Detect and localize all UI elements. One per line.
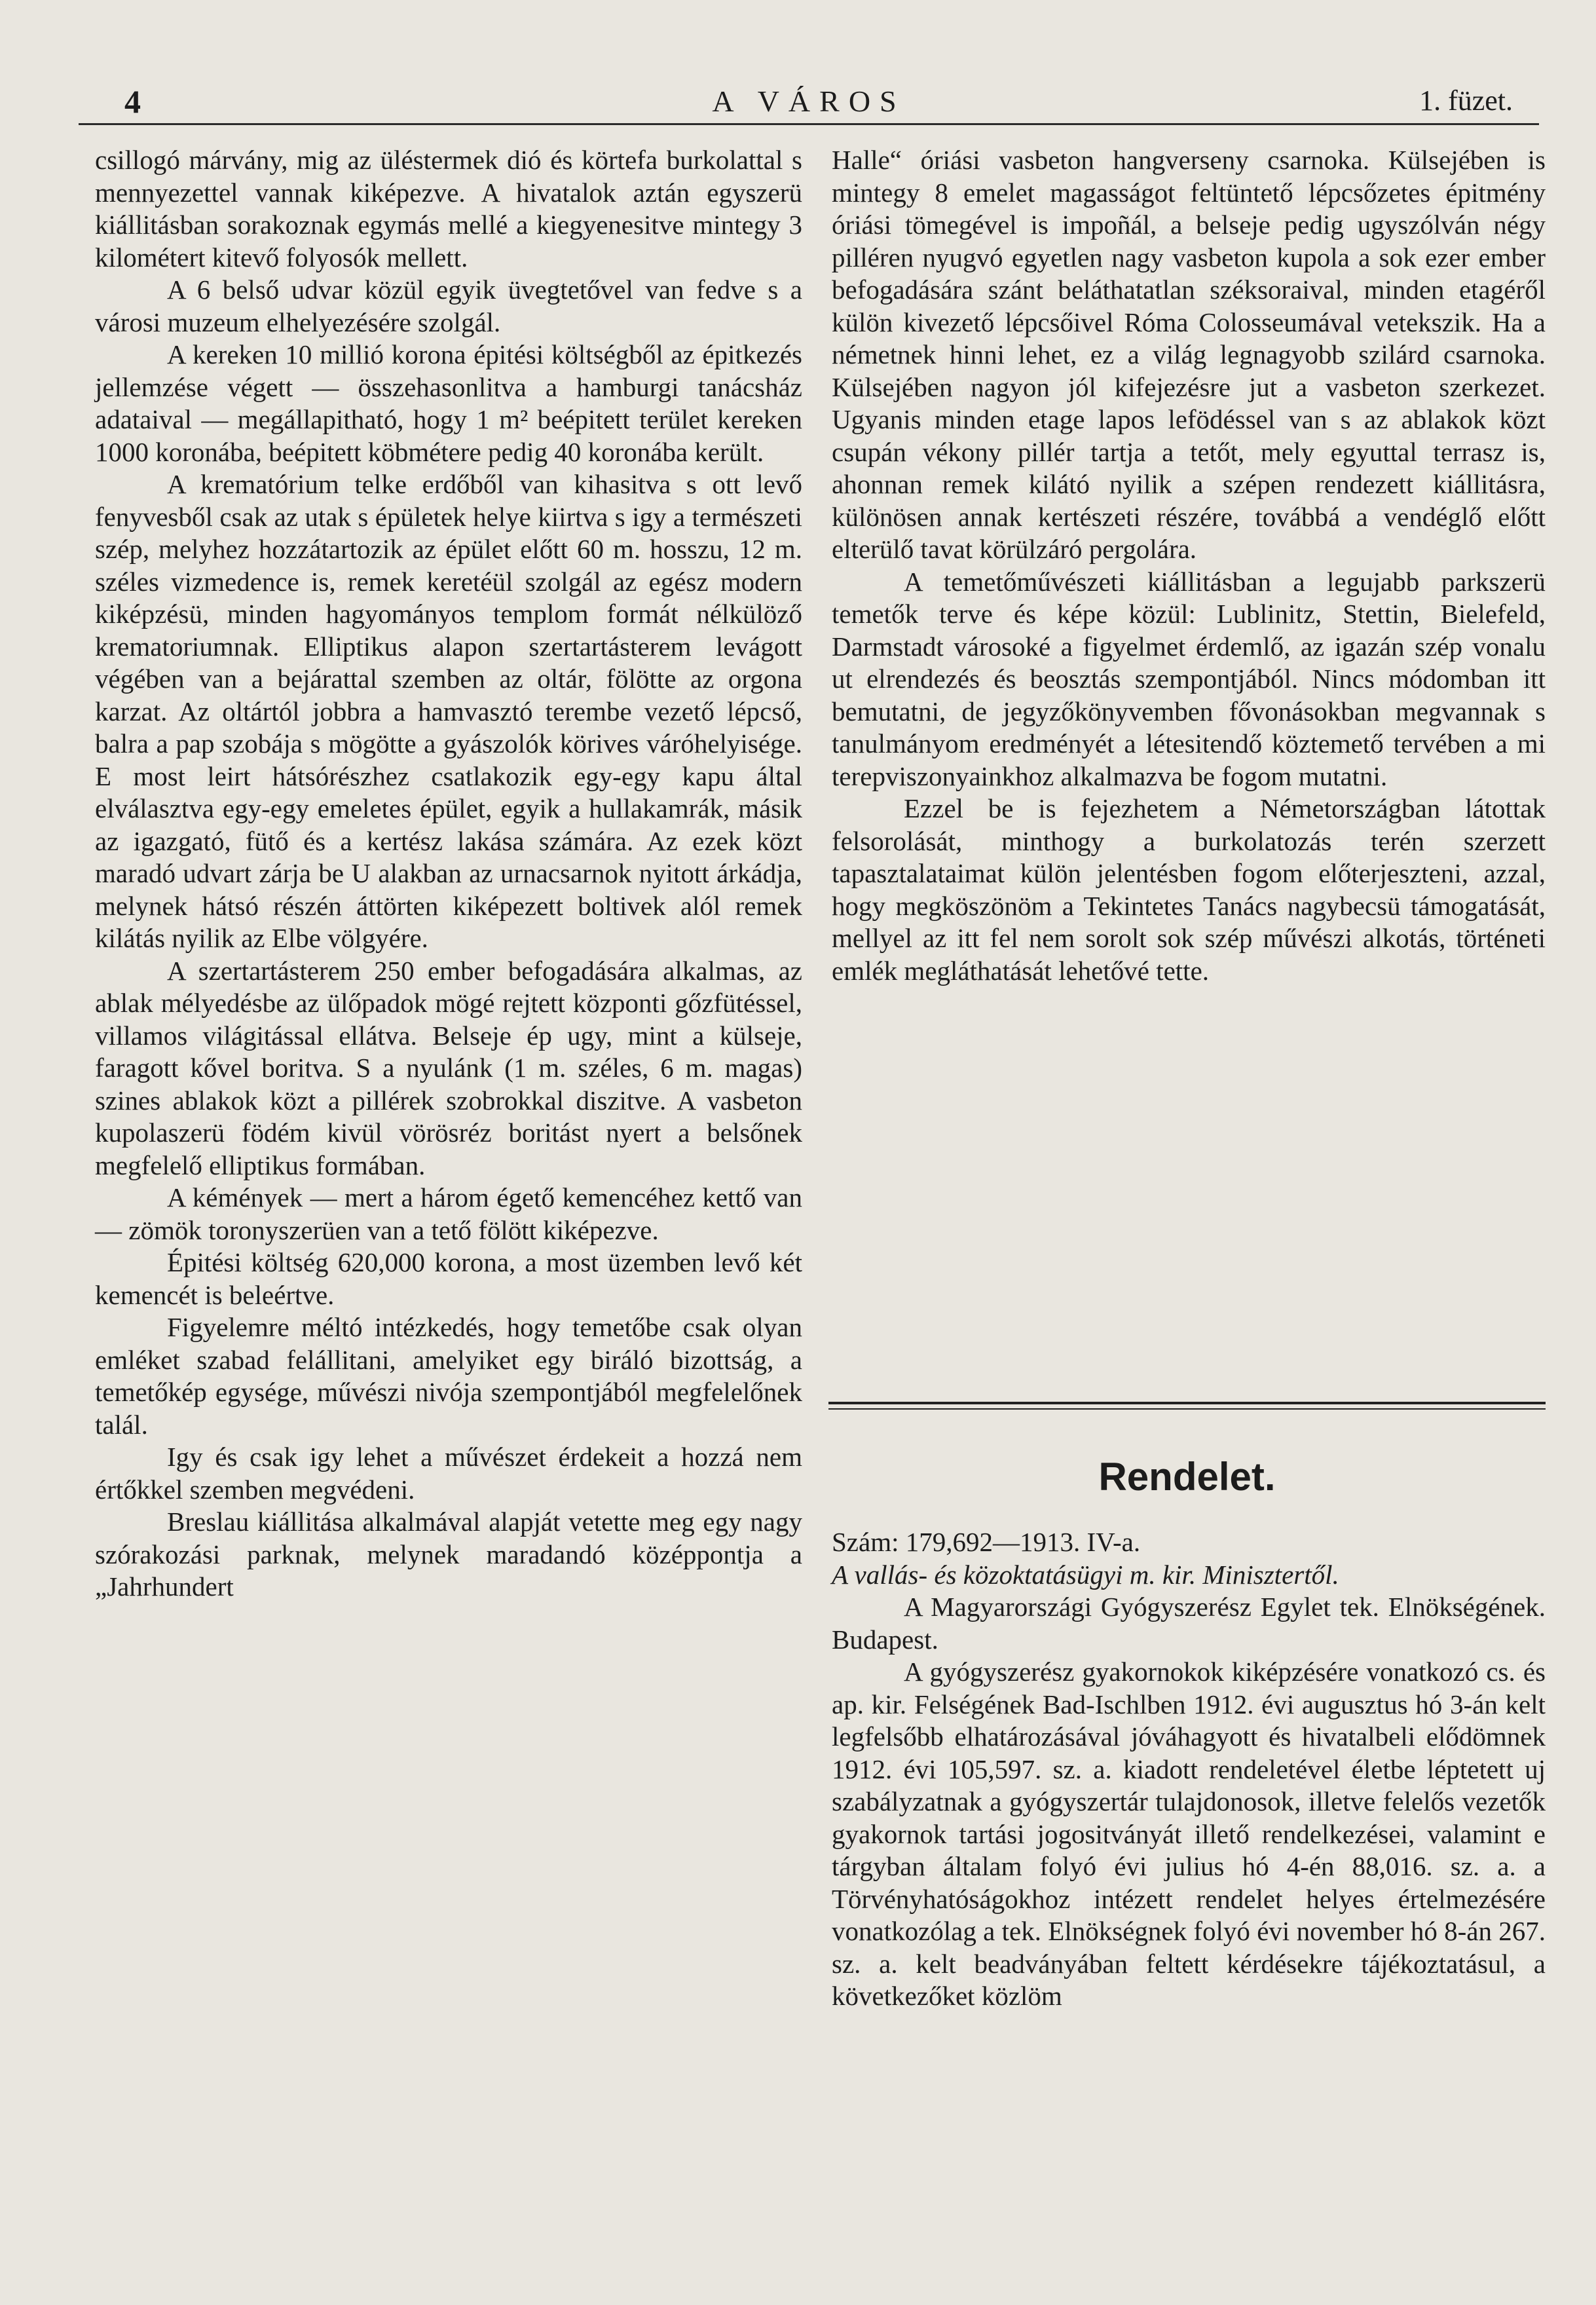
paragraph: A kereken 10 millió korona épitési költségből az épitkezés jellemzése végett — összehasonlitva a hamburgi tanácsház adataival — megállapitható, hogy 1 m² beépitett terület kereken 1000 koronába, beépitett köbmétere pedig 40 koronába került. [95, 339, 802, 467]
issue-label: 1. füzet. [1419, 84, 1513, 117]
decree-addressee: A Magyarországi Gyógyszerész Egylet tek. Elnökségének. Budapest. [832, 1592, 1546, 1655]
paragraph: A temetőművészeti kiállitásban a legujabb parkszerü temetők terve és képe közül: Lublinitz, Stettin, Bielefeld, Darmstadt városoké a figyelmet érdemlő, az igazán szép vonalu ut elrendezés és beosztás szempontjából. Nincs módomban itt bemutatni, de jegyzőkönyvemben fővonásokban megvannak s tanulmányom eredményét a létesitendő köztemető tervében a mi terepviszonyainkhoz alkalmazva be fogom mutatni. [832, 566, 1546, 791]
paragraph: A 6 belső udvar közül egyik üvegtetővel van fedve s a városi muzeum elhelyezésére szolgál. [95, 274, 802, 337]
section-divider [828, 1402, 1546, 1410]
left-column [95, 144, 802, 1603]
paragraph: Figyelemre méltó intézkedés, hogy temetőbe csak olyan emléket szabad felállitani, amelyiket egy biráló bizottság, a temetőkép egysége, művészi nivója szempontjából megfelelőnek talál. [95, 1312, 802, 1440]
paragraph: Ezzel be is fejezhetem a Németországban látottak felsorolását, minthogy a burkolatozás terén szerzett tapasztalataimat külön jelentésben fogom előterjeszteni, azzal, hogy megköszönöm a Tekintetes Tanács nagybecsü támogatását, mellyel az itt fel nem sorolt sok szép művészi alkotás, történeti emlék megláthatását lehetővé tette. [832, 793, 1546, 986]
decree-number: Szám: 179,692—1913. IV-a. [832, 1527, 1141, 1557]
decree-section [832, 1526, 1546, 2013]
decree-heading: Rendelet. [1098, 1455, 1276, 1499]
paragraph: Halle“ óriási vasbeton hangverseny csarnoka. Külsejében is mintegy 8 emelet magasságot feltüntető lépcsőzetes épitmény óriási tömegével is impoñál, a belseje pedig ugyszólván négy pilléren nyugvó egyetlen nagy vasbeton kupola a sok ezer ember befogadására szánt beláthatatlan széksoraival, minden etagéről külön kivezető lépcsőivel Róma Colosseumával vetekszik. Ha a németnek hinni lehet, ez a világ legnagyobb szilárd csarnoka. Külsejében nagyon jól kifejezésre jut a vasbeton szerkezet. Ugyanis minden etage lapos lefödéssel van s az ablakok közt csupán vékony pillér tartja a tetőt, mely egyuttal terrasz is, ahonnan remek kilátó nyilik a szépen rendezett kiállitásra, különösen annak kertészeti részére, továbbá a vendéglő előtt elterülő tavat körülzáró pergolára. [832, 145, 1546, 564]
paragraph: Breslau kiállitása alkalmával alapját vetette meg egy nagy szórakozási parknak, melynek maradandó középpontja a „Jahrhundert [95, 1507, 802, 1602]
page-number: 4 [124, 83, 141, 120]
running-header [79, 77, 1539, 125]
right-column [832, 144, 1546, 987]
paragraph: A kémények — mert a három égető kemencéhez kettő van — zömök toronyszerüen van a tető fölött kiképezve. [95, 1182, 802, 1245]
paragraph: Igy és csak igy lehet a művészet érdekeit a hozzá nem értőkkel szemben megvédeni. [95, 1442, 802, 1505]
paragraph: Épitési költség 620,000 korona, a most üzemben levő két kemencét is beleértve. [95, 1247, 802, 1310]
journal-title: A VÁROS [712, 84, 906, 118]
paragraph: A szertartásterem 250 ember befogadására alkalmas, az ablak mélyedésbe az ülőpadok mögé rejtett központi gőzfütéssel, villamos világitással ellátva. Belseje ép ugy, mint a külseje, faragott kővel boritva. S a nyulánk (1 m. széles, 6 m. magas) szines ablakok közt a pillérek szobrokkal diszitve. A vasbeton kupolaszerü födém kivül vörösréz boritást nyert a belsőnek megfelelő elliptikus formában. [95, 955, 802, 1180]
decree-body: A gyógyszerész gyakornokok kiképzésére vonatkozó cs. és ap. kir. Felségének Bad-Ischlben 1912. évi augusztus hó 3-án kelt legfelsőbb elhatározásával jóváhagyott és hivatalbeli elődömnek 1912. évi 105,597. sz. a. kiadott rendeletével életbe léptetett uj szabályzatnak a gyógyszertár tulajdonosok, illetve felelős vezetők gyakornok tartási jogositványát illető rendelkezései, valamint e tárgyban általam folyó évi julius hó 4-én 88,016. sz. a. a Törvényhatóságokhoz intézett rendelet helyes értelmezésére vonatkozólag a tek. Elnökségnek folyó évi november hó 8-án 267. sz. a. kelt beadványában feltett kérdésekre tájékoztatásul, a következőket közlöm [832, 1657, 1546, 2011]
paragraph: A krematórium telke erdőből van kihasitva s ott levő fenyvesből csak az utak s épületek helye kiirtva s igy a természeti szép, melyhez hozzátartozik az épület előtt 60 m. hosszu, 12 m. széles vizmedence is, remek keretéül szolgál az egész modern kiképzésü, minden hagyományos templom formát nélkülöző krematoriumnak. Elliptikus alapon szertartásterem levágott végében van a bejárattal szemben az oltár, fölötte az orgona karzat. Az oltártól jobbra a hamvasztó terembe vezető lépcső, balra a pap szobája s mögötte a gyászolók körives váróhelyisége. E most leirt hátsórészhez csatlakozik egy-egy kapu által elválasztva egy-egy emeletes épület, egyik a hullakamrák, másik az igazgató, fütő és a kertész lakása számára. Az ezek közt maradó udvart zárja be U alakban az urnacsarnok nyitott árkádja, melynek hátsó részén áttörten kiképezett boltivek alól remek kilátás nyilik az Elbe völgyére. [95, 469, 802, 953]
paragraph: csillogó márvány, mig az üléstermek dió és körtefa burkolattal s mennyezettel vannak kiképezve. A hivatalok aztán egyszerü kiállitásban sorakoznak egymás mellé a kiegyenesitve mintegy 3 kilométert kitevő folyosók mellett. [95, 145, 802, 272]
decree-ministry: A vallás- és közoktatásügyi m. kir. Minisztertől. [832, 1559, 1339, 1590]
